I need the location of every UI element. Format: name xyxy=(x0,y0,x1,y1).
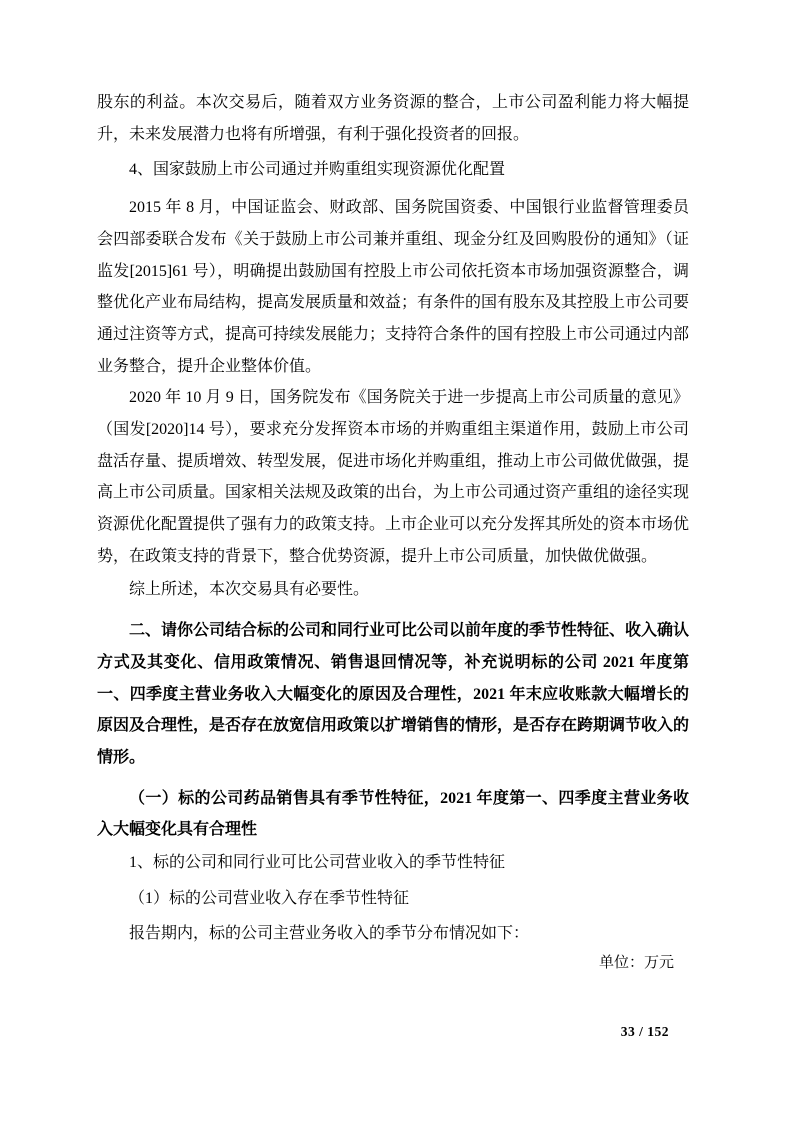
table-intro-paragraph: 报告期内，标的公司主营业务收入的季节分布情况如下： xyxy=(129,924,530,942)
response-section-heading-one: （一）标的公司药品销售具有季节性特征，2021 年度第一、四季度主营业务收入大幅变化具有合理性 xyxy=(97,789,689,839)
sub-heading-1: 1、标的公司和同行业可比公司营业收入的季节性特征 xyxy=(129,854,506,872)
sub-heading-1-1: （1）标的公司营业收入存在季节性特征 xyxy=(129,889,410,907)
unit-note: 单位：万元 xyxy=(598,955,674,972)
page-number: 33 / 152 xyxy=(620,1024,669,1039)
inquiry-question-heading-2: 二、请你公司结合标的公司和同行业可比公司以前年度的季节性特征、收入确认方式及其变化、信用政策情况、销售退回情况等，补充说明标的公司 2021 年度第一、四季度主营业务收入大幅变化的原因及合理性，2021 年末应收账款大幅增长的原因及合理性，是否存在放宽信用政策以扩增销售的情形，是否存在跨期调节收入的情形。 xyxy=(97,622,690,767)
list-item-heading-4: 4、国家鼓励上市公司通过并购重组实现资源优化配置 xyxy=(129,161,506,179)
policy-paragraph-2015: 2015 年 8 月，中国证监会、财政部、国务院国资委、中国银行业监督管理委员会四部委联合发布《关于鼓励上市公司兼并重组、现金分红及回购股份的通知》（证监发[2015]61 号），明确提出鼓励国有控股上市公司依托资本市场加强资源整合，调整优化产业布局结构，提高发展质量和效益；有条件的国有股东及其控股上市公司要通过注资等方式，提高可持续发展能力；支持符合条件的国有控股上市公司通过内部业务整合，提升企业整体价值。 xyxy=(97,199,690,375)
page-content xyxy=(97,87,689,975)
conclusion-paragraph: 综上所述，本次交易具有必要性。 xyxy=(129,580,370,598)
paragraph-continuation: 股东的利益。本次交易后，随着双方业务资源的整合，上市公司盈利能力将大幅提升，未来发展潜力也将有所增强，有利于强化投资者的回报。 xyxy=(97,94,689,143)
policy-paragraph-2020: 2020 年 10 月 9 日，国务院发布《国务院关于进一步提高上市公司质量的意见》（国发[2020]14 号），要求充分发挥资本市场的并购重组主渠道作用，鼓励上市公司盘活存量、提质增效、转型发展，促进市场化并购重组，推动上市公司做优做强，提高上市公司质量。国家相关法规及政策的出台，为上市公司通过资产重组的途径实现资源优化配置提供了强有力的政策支持。上市企业可以充分发挥其所处的资本市场优势，在政策支持的背景下，整合优势资源，提升上市公司质量，加快做优做强。 xyxy=(97,389,690,565)
